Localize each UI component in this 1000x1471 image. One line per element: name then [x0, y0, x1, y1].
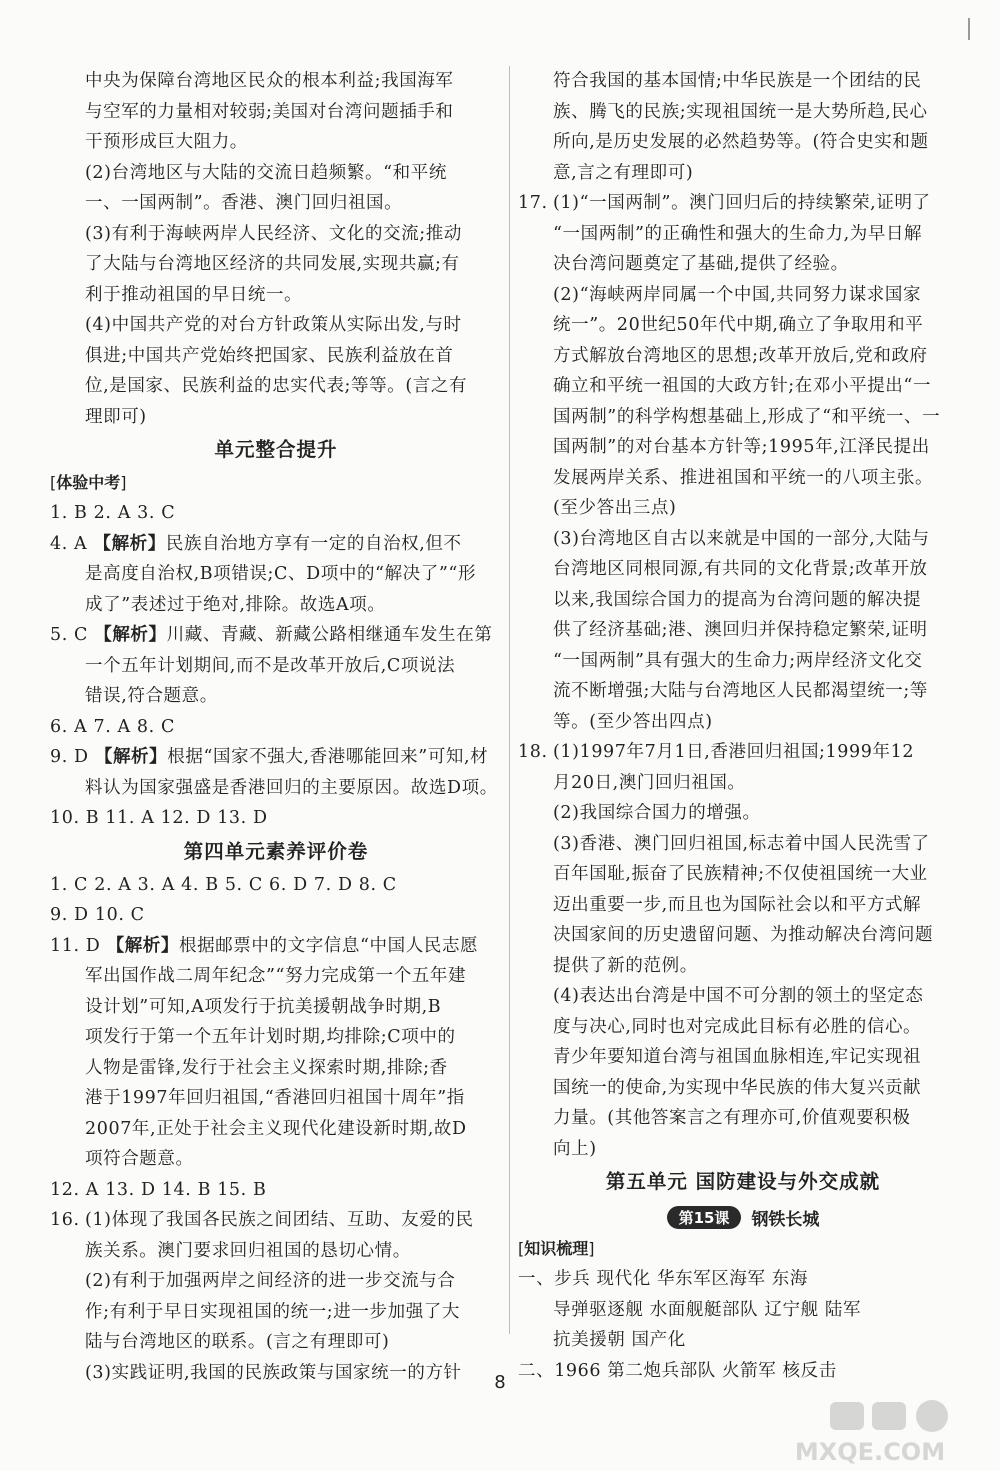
answer-text: 符合我国的基本国情;中华民族是一个团结的民	[553, 71, 922, 91]
answer-line	[518, 493, 968, 524]
answer-text: “一国两制”的正确性和强大的生命力,为早日解	[553, 223, 923, 244]
answer-text: 统一”。20世纪50年代中期,确立了争取用和平	[553, 315, 924, 335]
answer-line	[50, 402, 502, 433]
answer-line	[518, 554, 968, 585]
answer-text: “一国两制”具有强大的生命力;两岸经济文化交	[553, 650, 923, 671]
answer-line	[518, 615, 968, 646]
watermark-logo	[760, 1398, 980, 1470]
answer-line	[518, 646, 968, 677]
answer-text: 确立和平统一祖国的大政方针;在邓小平提出“一	[553, 376, 932, 396]
answer-text: 1. B 2. A 3. C	[50, 503, 176, 523]
answer-line	[50, 97, 502, 128]
answer-line	[518, 127, 968, 158]
answer-line	[50, 341, 502, 372]
answer-text: 提供了新的范例。	[553, 955, 698, 976]
answer-line	[50, 900, 502, 931]
answer-text: 陆与台湾地区的联系。(言之有理即可)	[85, 1332, 390, 1352]
answer-text: 10. B 11. A 12. D 13. D	[50, 808, 268, 828]
answer-line	[50, 1236, 502, 1267]
answer-text: 方式解放台湾地区的思想;改革开放后,党和政府	[553, 345, 928, 366]
answer-line	[518, 1073, 968, 1104]
answer-line	[50, 651, 502, 682]
answer-text: 等。(至少答出四点)	[553, 711, 713, 732]
answer-line	[50, 66, 502, 97]
answer-text: (2)“海峡两岸同属一个中国,共同努力谋求国家	[553, 284, 922, 305]
answer-text: 流不断增强;大陆与台湾地区人民都渴望统一;等	[553, 681, 928, 701]
answer-text: (2)我国综合国力的增强。	[553, 803, 761, 823]
section-heading: 第四单元素养评价卷	[183, 839, 369, 863]
answer-text: (2)台湾地区与大陆的交流日趋频繁。“和平统	[85, 162, 447, 183]
lesson-header	[518, 1200, 968, 1234]
answer-line	[50, 280, 502, 311]
answer-text: 意,言之有理即可)	[553, 162, 694, 183]
answer-text: 力量。(其他答案言之有理亦可,价值观要积极	[553, 1108, 911, 1128]
answer-text: 项符合题意。	[85, 1149, 194, 1169]
answer-line	[50, 219, 502, 250]
answer-line	[518, 920, 968, 951]
left-column	[50, 66, 502, 1388]
answer-text: (3)实践证明,我国的民族政策与国家统一的方针	[85, 1362, 462, 1383]
answer-line	[518, 310, 968, 341]
answer-line	[50, 742, 502, 773]
analysis-marker: 【解析】	[94, 747, 168, 767]
answer-text: 错误,符合题意。	[85, 686, 218, 706]
answer-line	[50, 1022, 502, 1053]
answer-text: 料认为国家强盛是香港回归的主要原因。故选D项。	[85, 777, 498, 798]
answer-line	[518, 1134, 968, 1165]
lesson-title: 钢铁长城	[751, 1209, 820, 1230]
right-column	[518, 66, 968, 1386]
section-tag-label: 知识梳理	[524, 1239, 589, 1258]
answer-line	[518, 768, 968, 799]
section-tag: [体验中考]	[50, 473, 127, 492]
answer-text: 了大陆与台湾地区经济的共同发展,实现共赢;有	[85, 254, 460, 274]
page-number: 8	[494, 1372, 506, 1393]
answer-text: 族关系。澳门要求回归祖国的恳切心情。	[85, 1240, 411, 1261]
answer-text: 利于推动祖国的早日统一。	[85, 284, 303, 305]
answer-text: 导弹驱逐舰 水面舰艇部队 辽宁舰 陆军	[553, 1299, 862, 1320]
answer-line	[50, 1175, 502, 1206]
answer-line	[50, 1297, 502, 1328]
section-tag-label: 体验中考	[56, 473, 121, 492]
analysis-marker: 【解析】	[94, 625, 167, 645]
column-divider	[509, 66, 510, 1334]
answer-text: 作;有利于早日实现祖国的统一;进一步加强了大	[85, 1301, 460, 1322]
answer-text: (至少答出三点)	[553, 498, 677, 518]
answer-text: (3)有利于海峡两岸人民经济、文化的交流;推动	[85, 223, 462, 244]
answer-line	[50, 712, 502, 743]
answer-text: 决台湾问题奠定了基础,提供了经验。	[553, 254, 849, 274]
answer-line	[518, 280, 968, 311]
answer-line	[50, 371, 502, 402]
corner-mark	[968, 18, 970, 40]
answer-text: 是高度自治权,B项错误;C、D项中的“解决了”“形	[85, 564, 477, 584]
answer-text: 向上)	[553, 1138, 597, 1159]
question-number: 18.	[518, 742, 548, 762]
answer-text: 项发行于第一个五年计划时期,均排除;C项中的	[85, 1027, 456, 1047]
answer-line	[50, 188, 502, 219]
answer-text: 月20日,澳门回归祖国。	[553, 772, 746, 793]
section-tag: [知识梳理]	[518, 1239, 595, 1258]
answer-line	[50, 773, 502, 804]
answer-text: 度与决心,同时也对完成此目标有必胜的信心。	[553, 1016, 922, 1037]
answer-line	[518, 1295, 968, 1326]
answer-line	[518, 1325, 968, 1356]
answer-text: (1)“一国两制”。澳门回归后的持续繁荣,证明了	[553, 193, 931, 213]
answer-line	[518, 829, 968, 860]
answer-line	[518, 432, 968, 463]
answer-line	[518, 676, 968, 707]
answer-text: 一、步兵 现代化 华东军区海军 东海	[518, 1269, 808, 1289]
answer-line	[518, 859, 968, 890]
answer-line	[518, 249, 968, 280]
analysis-marker: 【解析】	[93, 533, 166, 554]
answer-line	[50, 127, 502, 158]
question-number: 17.	[518, 193, 548, 213]
answer-text: (4)中国共产党的对台方针政策从实际出发,与时	[85, 315, 462, 335]
answer-line	[518, 951, 968, 982]
answer-text: (2)有利于加强两岸之间经济的进一步交流与合	[85, 1271, 456, 1291]
answer-line	[518, 402, 968, 433]
analysis-marker: 【解析】	[106, 935, 179, 956]
answer-text: 4. A 【解析】民族自治地方享有一定的自治权,但不	[50, 533, 462, 554]
answer-text: 国两制”的科学构想基础上,形成了“和平统一、一	[553, 406, 941, 427]
answer-text: 发展两岸关系、推进祖国和平统一的八项主张。	[553, 467, 934, 488]
answer-text: 11. D 【解析】根据邮票中的文字信息“中国人民志愿	[50, 935, 479, 956]
answer-text: 理即可)	[85, 406, 147, 427]
answer-text: 二、1966 第二炮兵部队 火箭军 核反击	[518, 1360, 837, 1381]
answer-text: 族、腾飞的民族;实现祖国统一是大势所趋,民心	[553, 101, 928, 122]
answer-text: 迈出重要一步,而且也为国际社会以和平方式解	[553, 894, 922, 915]
answer-text: (3)台湾地区自古以来就是中国的一部分,大陆与	[553, 528, 930, 549]
answer-line	[50, 310, 502, 341]
answer-line	[50, 590, 502, 621]
answer-line	[518, 1042, 968, 1073]
answer-text: 国两制”的对台基本方针等;1995年,江泽民提出	[553, 437, 930, 457]
answer-text: 中央为保障台湾地区民众的根本利益;我国海军	[85, 71, 454, 91]
answer-line	[518, 341, 968, 372]
answer-line	[518, 219, 968, 250]
answer-text: 抗美援朝 国产化	[553, 1330, 686, 1350]
answer-text: 俱进;中国共产党始终把国家、民族利益放在首	[85, 345, 454, 366]
answer-line	[50, 1266, 502, 1297]
answer-text: 1. C 2. A 3. A 4. B 5. C 6. D 7. D 8. C	[50, 874, 397, 895]
answer-line	[518, 97, 968, 128]
answer-line	[518, 585, 968, 616]
answer-text: 决国家间的历史遗留问题、为推动解决台湾问题	[553, 925, 934, 945]
answer-line	[518, 1012, 968, 1043]
answer-line	[518, 371, 968, 402]
answer-text: (1)体现了我国各民族之间团结、互助、友爱的民	[85, 1210, 474, 1230]
answer-line	[50, 1053, 502, 1084]
answer-text: 青少年要知道台湾与祖国血脉相连,牢记实现祖	[553, 1047, 922, 1067]
lesson-badge: 第15课	[667, 1206, 742, 1229]
answer-line	[518, 737, 968, 768]
watermark-text: MXQE.COM	[794, 1438, 946, 1466]
answer-text: 百年国耻,振奋了民族精神;不仅使祖国统一大业	[553, 864, 928, 884]
answer-text: (1)1997年7月1日,香港回归祖国;1999年12	[553, 742, 915, 762]
answer-text: 6. A 7. A 8. C	[50, 716, 175, 737]
answer-line	[50, 931, 502, 962]
answer-line	[518, 890, 968, 921]
answer-text: 供了经济基础;港、澳回归并保持稳定繁荣,证明	[553, 620, 928, 640]
answer-line	[50, 870, 502, 901]
answer-line	[50, 1114, 502, 1145]
answer-text: 军出国作战二周年纪念”“努力完成第一个五年建	[85, 966, 467, 986]
answer-text: 台湾地区同根同源,有共同的文化背景;改革开放	[553, 559, 928, 579]
answer-text: 9. D 【解析】根据“国家不强大,香港哪能回来”可知,材	[50, 747, 489, 767]
question-number: 16.	[50, 1210, 80, 1230]
answer-line	[50, 498, 502, 529]
answer-text: (3)香港、澳门回归祖国,标志着中国人民洗雪了	[553, 833, 930, 854]
answer-text: 干预形成巨大阻力。	[85, 132, 248, 152]
answer-line	[518, 158, 968, 189]
answer-text: 国统一的使命,为实现中华民族的伟大复兴贡献	[553, 1077, 922, 1098]
answer-line	[518, 524, 968, 555]
section-heading: 第五单元 国防建设与外交成就	[605, 1170, 881, 1193]
answer-text: 2007年,正处于社会主义现代化建设新时期,故D	[85, 1118, 467, 1139]
answer-line	[518, 66, 968, 97]
answer-line	[50, 620, 502, 651]
answer-line	[50, 992, 502, 1023]
answer-line	[518, 463, 968, 494]
answer-text: 所向,是历史发展的必然趋势等。(符合史实和题	[553, 132, 929, 152]
answer-text: 一、一国两制”。香港、澳门回归祖国。	[85, 193, 403, 213]
answer-line	[50, 961, 502, 992]
answer-text: 以来,我国综合国力的提高为台湾问题的解决提	[553, 589, 922, 610]
answer-line	[518, 707, 968, 738]
answer-text: 12. A 13. D 14. B 15. B	[50, 1179, 267, 1200]
answer-text: 9. D 10. C	[50, 905, 145, 925]
answer-line	[50, 803, 502, 834]
answer-text: 位,是国家、民族利益的忠实代表;等等。(言之有	[85, 376, 468, 396]
answer-line	[50, 559, 502, 590]
answer-line	[50, 1205, 502, 1236]
answer-line	[50, 1083, 502, 1114]
section-heading: 单元整合提升	[214, 438, 338, 461]
answer-line	[50, 681, 502, 712]
answer-text: (4)表达出台湾是中国不可分割的领土的坚定态	[553, 986, 924, 1006]
answer-text: 5. C 【解析】川藏、青藏、新藏公路相继通车发生在第	[50, 625, 493, 645]
answer-line	[518, 981, 968, 1012]
answer-line	[50, 1327, 502, 1358]
answer-text: 人物是雷锋,发行于社会主义探索时期,排除;香	[85, 1057, 448, 1078]
answer-text: 成了”表述过于绝对,排除。故选A项。	[85, 594, 386, 615]
answer-line	[518, 1264, 968, 1295]
answer-line	[50, 529, 502, 560]
answer-line	[518, 1103, 968, 1134]
answer-text: 港于1997年回归祖国,“香港回归祖国十周年”指	[85, 1088, 465, 1108]
answer-line	[518, 188, 968, 219]
answer-line	[50, 249, 502, 280]
answer-line	[50, 1144, 502, 1175]
answer-line	[50, 158, 502, 189]
answer-text: 与空军的力量相对较弱;美国对台湾问题插手和	[85, 101, 454, 122]
answer-line	[518, 798, 968, 829]
answer-text: 一个五年计划期间,而不是改革开放后,C项说法	[85, 655, 456, 676]
answer-text: 设计划”可知,A项发行于抗美援朝战争时期,B	[85, 996, 442, 1017]
